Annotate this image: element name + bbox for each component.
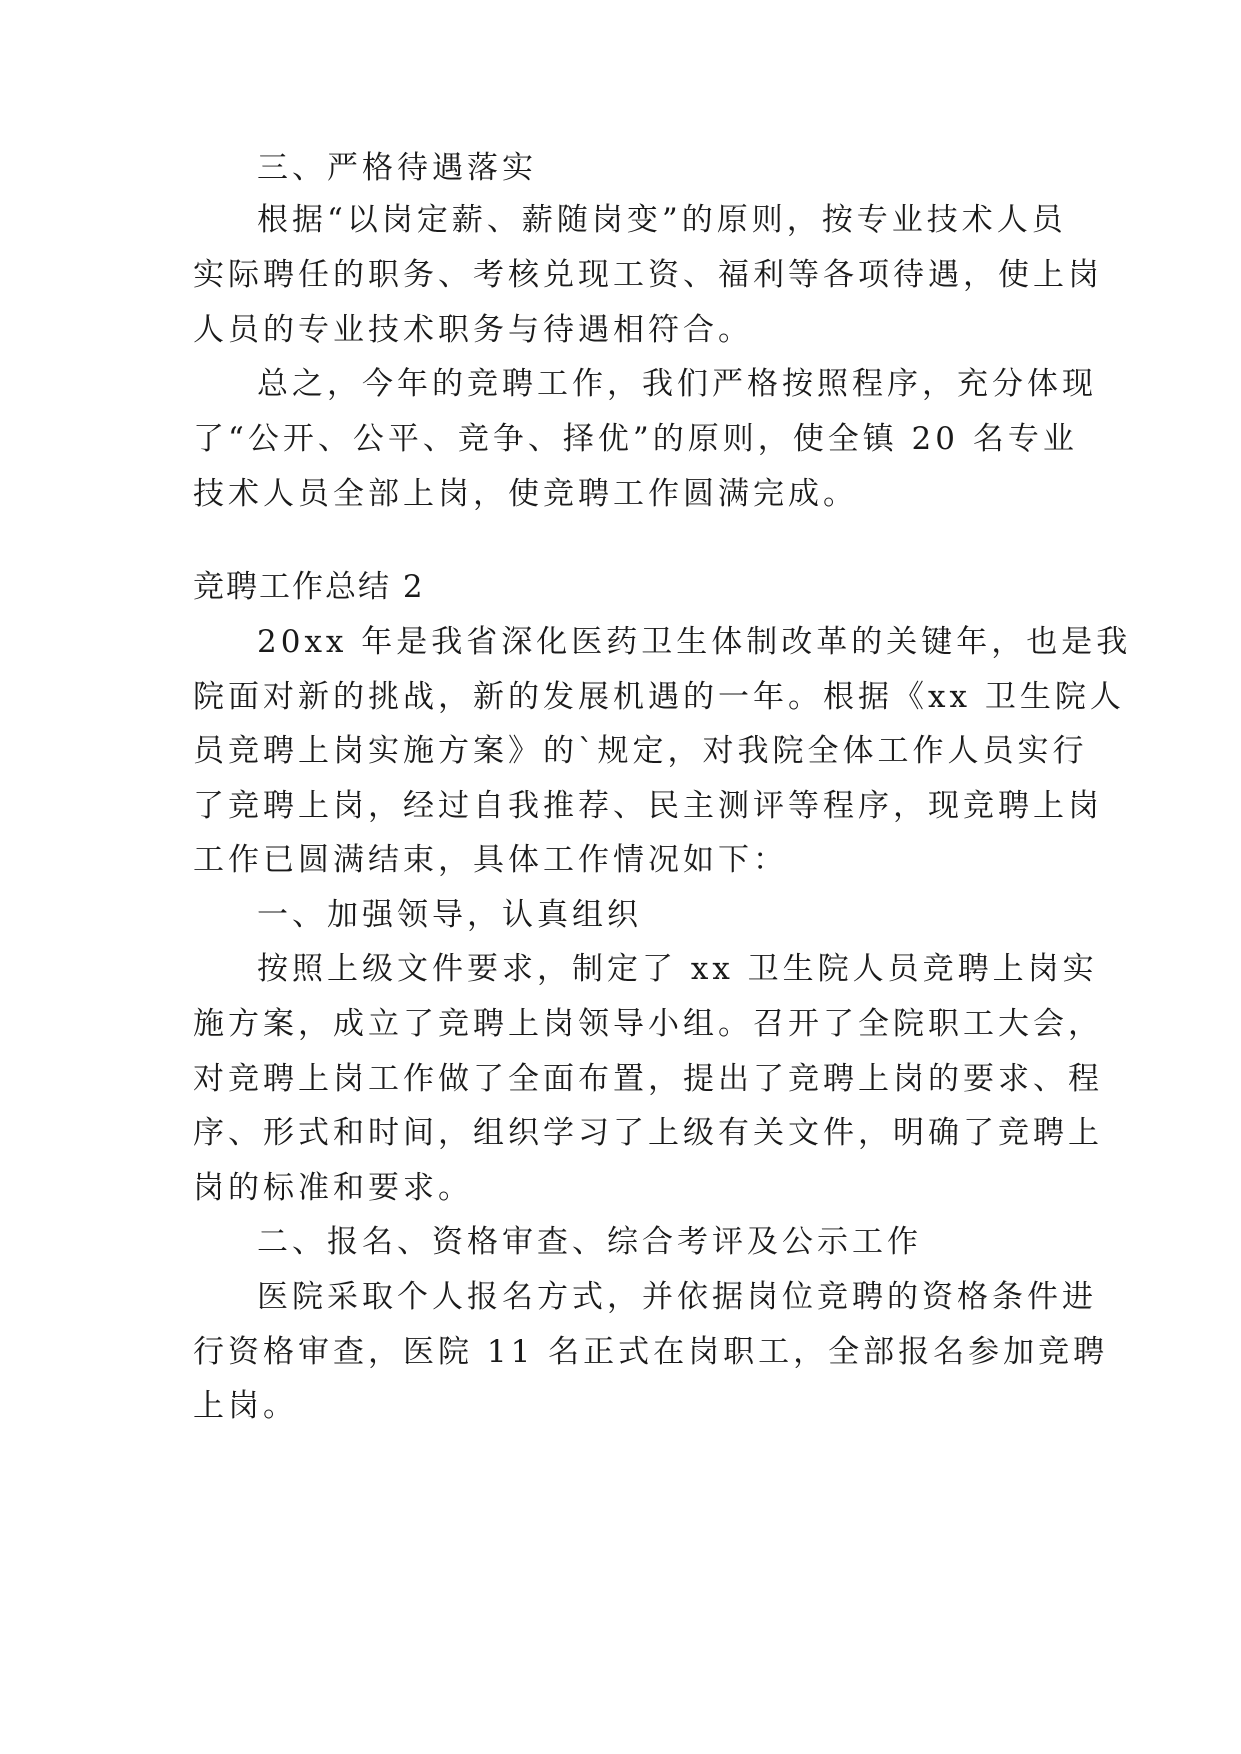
paragraph-line: 行资格审查，医院 11 名正式在岗职工，全部报名参加竞聘	[193, 1334, 1109, 1370]
paragraph-line: 员竞聘上岗实施方案》的`规定，对我院全体工作人员实行	[193, 733, 1088, 769]
document-title: 竞聘工作总结 2	[193, 569, 425, 605]
paragraph-line: 医院采取个人报名方式，并依据岗位竞聘的资格条件进	[257, 1279, 1097, 1315]
section-heading: 二、报名、资格审查、综合考评及公示工作	[257, 1224, 922, 1260]
paragraph-line: 上岗。	[193, 1388, 298, 1424]
paragraph-line: 院面对新的挑战，新的发展机遇的一年。根据《xx 卫生院人	[193, 679, 1125, 715]
paragraph-line: 岗的标准和要求。	[193, 1170, 473, 1206]
paragraph-line: 人员的专业技术职务与待遇相符合。	[193, 312, 753, 348]
paragraph-line: 施方案，成立了竞聘上岗领导小组。召开了全院职工大会，	[193, 1006, 1103, 1042]
paragraph-line: 根据“以岗定薪、薪随岗变”的原则，按专业技术人员	[257, 202, 1067, 238]
section-heading: 一、加强领导，认真组织	[257, 897, 642, 933]
paragraph-line: 实际聘任的职务、考核兑现工资、福利等各项待遇，使上岗	[193, 257, 1103, 293]
section-heading: 三、严格待遇落实	[257, 150, 537, 186]
paragraph-line: 工作已圆满结束，具体工作情况如下：	[193, 842, 788, 878]
paragraph-line: 了“公开、公平、竞争、择优”的原则，使全镇 20 名专业	[193, 421, 1078, 457]
paragraph-line: 序、形式和时间，组织学习了上级有关文件，明确了竞聘上	[193, 1115, 1103, 1151]
paragraph-line: 20xx 年是我省深化医药卫生体制改革的关键年，也是我	[257, 624, 1132, 660]
paragraph-line: 对竞聘上岗工作做了全面布置，提出了竞聘上岗的要求、程	[193, 1061, 1103, 1097]
paragraph-line: 了竞聘上岗，经过自我推荐、民主测评等程序，现竞聘上岗	[193, 788, 1103, 824]
paragraph-line: 技术人员全部上岗，使竞聘工作圆满完成。	[193, 476, 858, 512]
paragraph-line: 按照上级文件要求，制定了 xx 卫生院人员竞聘上岗实	[257, 951, 1098, 987]
paragraph-line: 总之，今年的竞聘工作，我们严格按照程序，充分体现	[257, 366, 1097, 402]
